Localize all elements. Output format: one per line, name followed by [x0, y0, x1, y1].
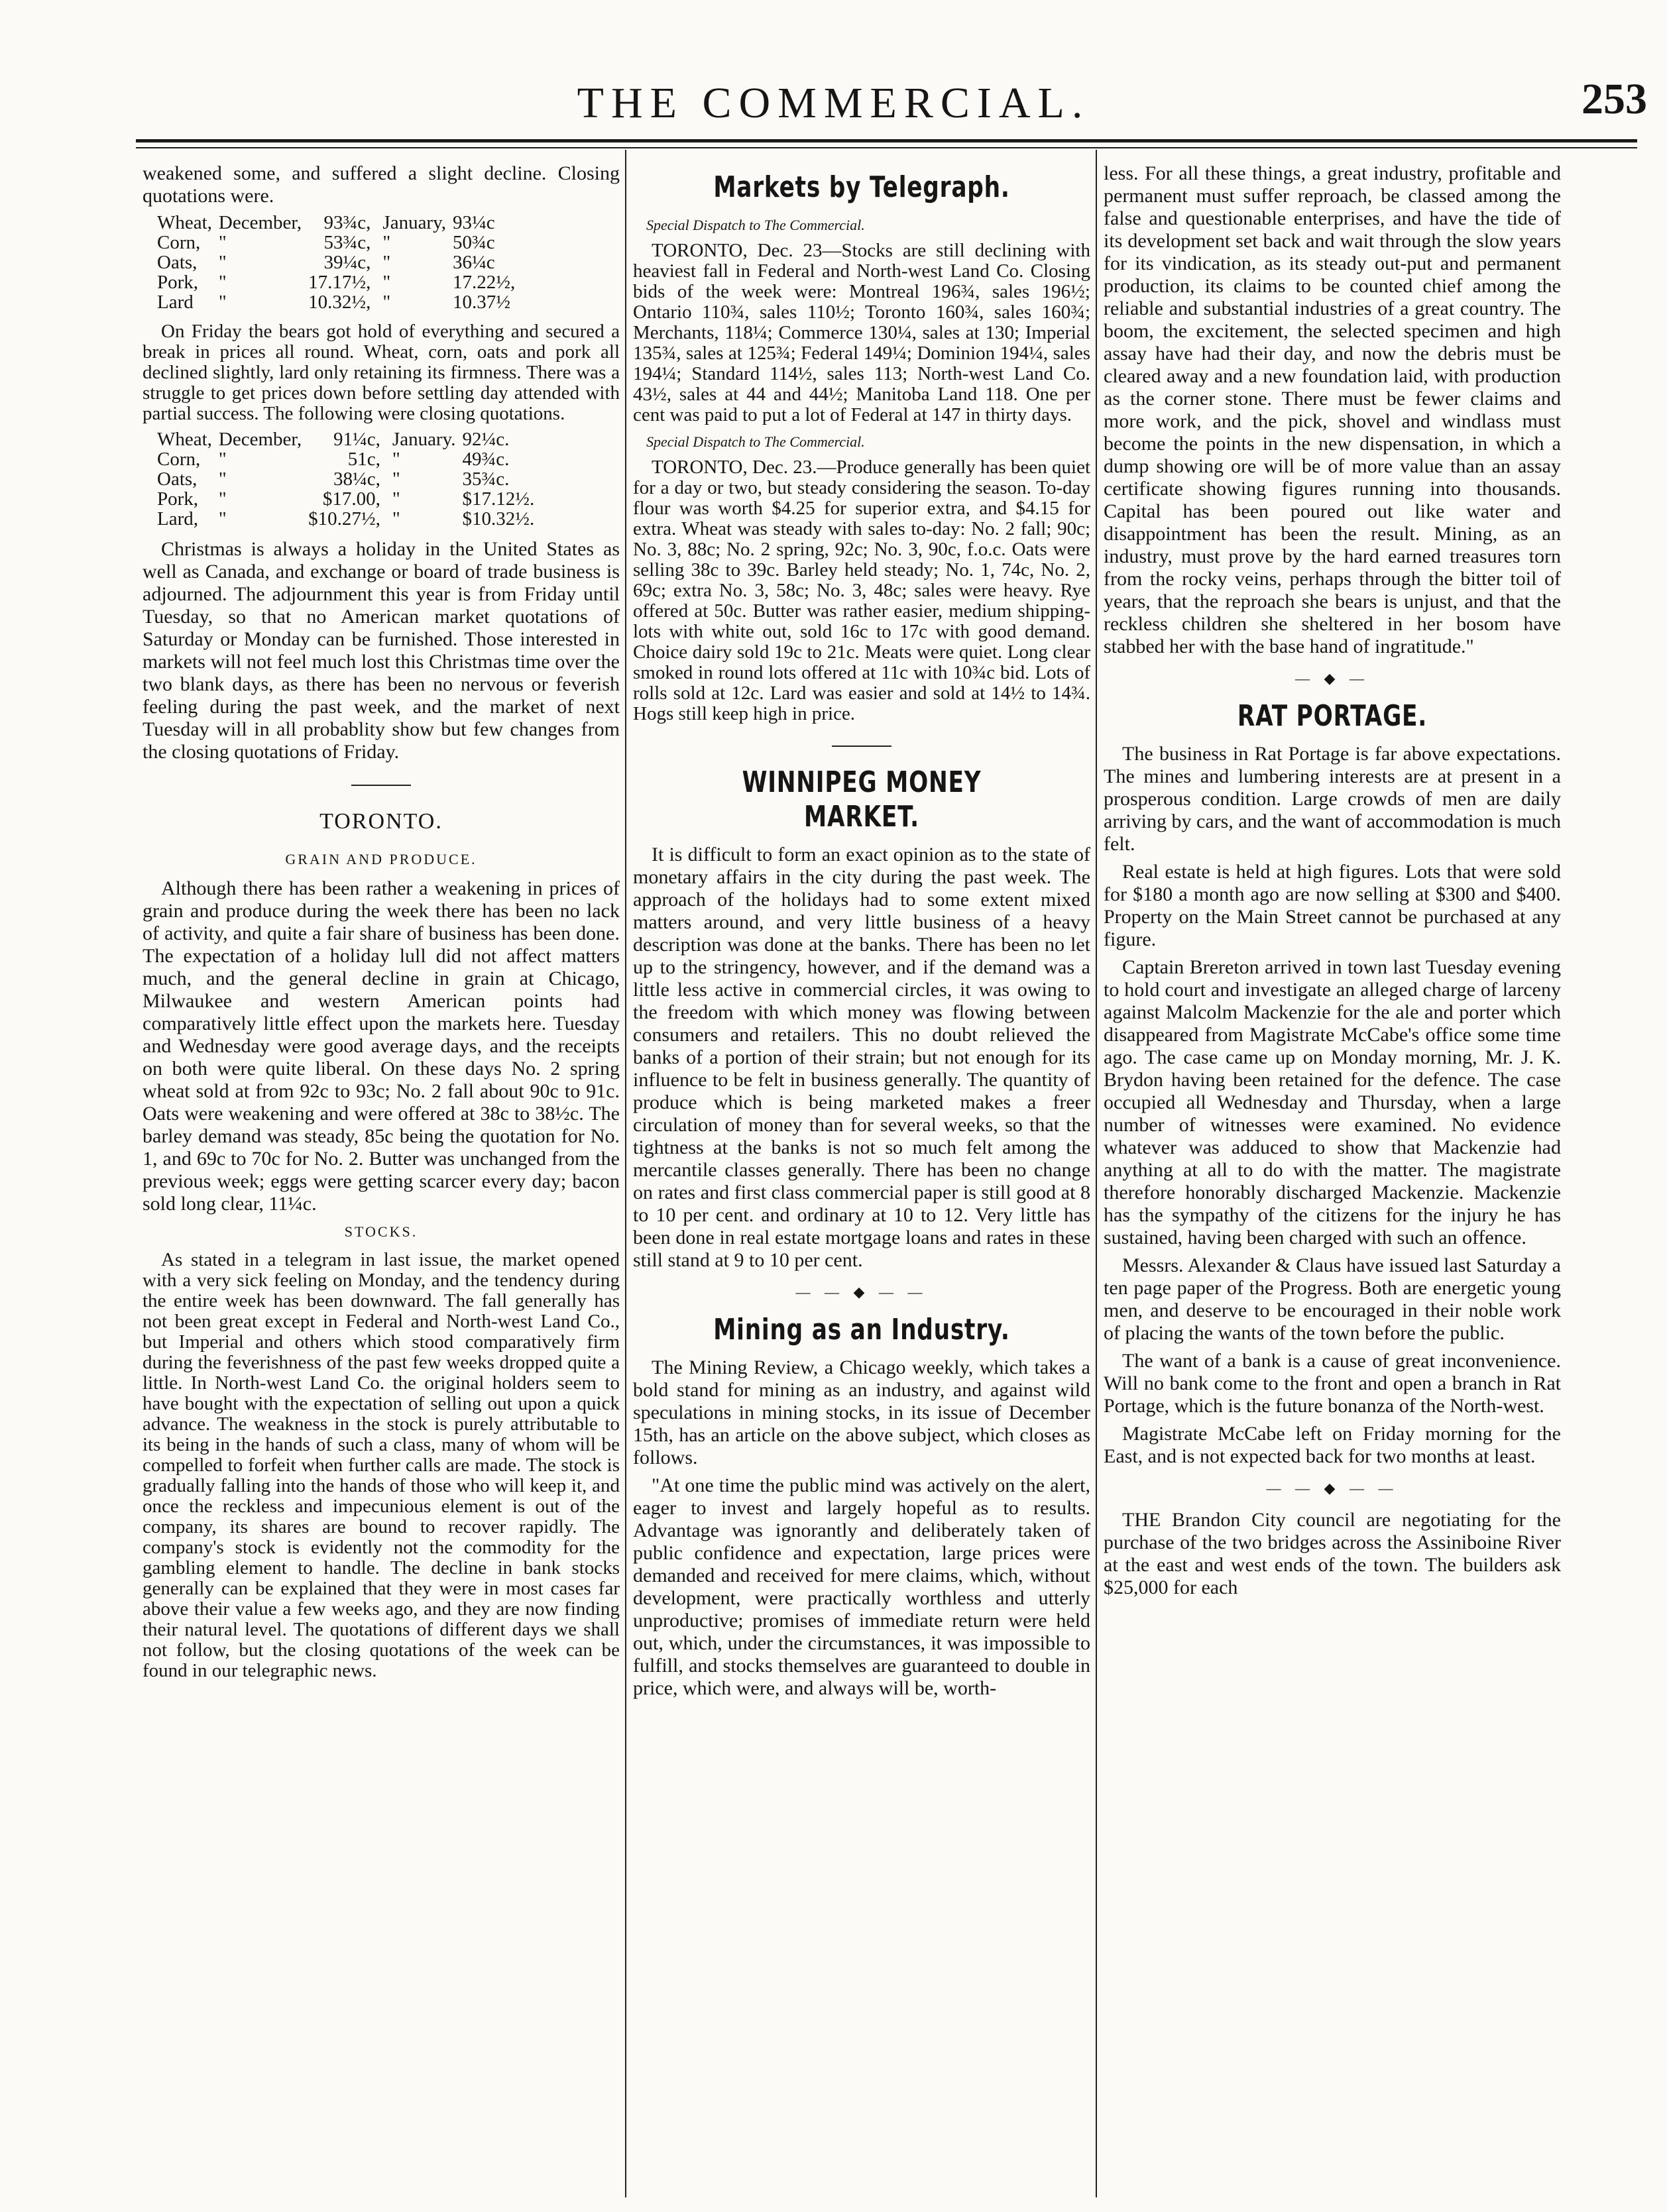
paragraph: less. For all these things, a great industry, profitable and permanent must suffer reproach, be classed among the false and questionable enterprises, and have the tide of its development set back and wait through the slow years for its vindication, as its steady out-put and permanent production, its claims to be counted chief among the reliable and substantial industries of a great country. The boom, the excitement, the selected specimen and high assay have had their day, and now the debris must be cleared away and a new foundation laid, with production as the corner stone. There must be fewer claims and more work, and the pick, shovel and windlass must become the points in the new dispensation, in which a dump showing ore will be of more value than an assay certificate showing figures running into thousands. Capital has been poured out like water and disappointment has been the result. Mining, as an industry, must prove by the hard earned treasures torn from the rocky veins, perhaps through the bitter toil of years, that the reproach she bears is unjust, and that the reckless children she sheltered in her bosom have stabbed her with the base hand of ingratitude." [1104, 162, 1561, 657]
quotations-table [157, 213, 522, 312]
quotations-table [157, 429, 541, 529]
column-left [143, 162, 620, 2203]
table-row [157, 233, 522, 252]
paragraph: Christmas is always a holiday in the United States as well as Canada, and exchange or board of trade business is adjourned. The adjournment this year is from Friday until Tuesday, so that no American market quotations of Saturday or Monday can be furnished. Those interested in markets will not feel much lost this Christmas time over the two blank days, as there has been no nervous or feverish feeling during the past week, and the market of next Tuesday will in all probablity show but few changes from the closing quotations of Friday. [143, 538, 620, 763]
table-cell: December, [218, 212, 302, 233]
section-heading-mining: Mining as an Industry. [713, 1313, 1010, 1347]
paragraph: "At one time the public mind was actively on the alert, eager to invest and largely hopeful as to results. Advantage was ignorantly and deliberately taken of public confidence and expectation, large prices were demanded and received for mere claims, which, without development, were practically worthless and utterly unproductive; promises of immediate return were held out, which, under the circumstances, it was impossible to fulfill, and stocks themselves are guaranteed to double in price, which were, and always will be, worth- [633, 1474, 1090, 1699]
table-cell: $17.12½. [462, 488, 535, 510]
subheading-grain: GRAIN AND PRODUCE. [285, 851, 477, 867]
table-cell: " [218, 449, 227, 470]
table-cell: " [218, 292, 227, 313]
column-middle [633, 162, 1090, 2203]
table-cell: $10.27½, [308, 508, 380, 529]
table-cell: " [392, 508, 400, 529]
newspaper-title: THE COMMERCIAL. [577, 79, 1090, 127]
section-separator: — — ◆ — — [795, 1284, 928, 1300]
table-cell: 10.32½, [308, 292, 371, 313]
section-heading-telegraph: Markets by Telegraph. [713, 170, 1010, 204]
table-cell: 17.17½, [308, 272, 371, 293]
table-cell: " [218, 252, 227, 273]
paragraph: The business in Rat Portage is far above expectations. The mines and lumbering interests are at present in a prosperous condition. Large crowds of men are daily arriving by cars, and the want of accommodation is much felt. [1104, 743, 1561, 855]
table-cell: Oats, [157, 469, 198, 490]
table-row [157, 272, 522, 292]
table-cell: 35¾c. [462, 469, 510, 490]
table-cell: Pork, [157, 488, 199, 510]
table-row [157, 469, 541, 489]
table-cell: " [218, 488, 227, 510]
subheading-stocks: STOCKS. [344, 1223, 418, 1240]
table-cell: " [218, 469, 227, 490]
section-heading-rat-portage: RAT PORTAGE. [1237, 699, 1428, 733]
paragraph: TORONTO, Dec. 23.—Produce generally has been quiet for a day or two, but steady considering the season. To-day flour was worth $4.25 for superior extra, and $4.15 for extra. Wheat was steady with sales to-day: No. 2 fall; 90c; No. 3, 88c; No. 2 spring, 92c; No. 3, 90c, f.o.c. Oats were selling 38c to 39c. Barley held steady; No. 1, 74c, No. 2, 69c; extra No. 3, 58c; No. 3, 48c; sales were heavy. Rye offered at 50c. Butter was rather easier, medium shipping-lots with white out, sold 16c to 17c with good demand. Choice dairy sold 19c to 21c. Meats were quiet. Long clear smoked in round lots offered at 11c with 10¾c bid. Lots of rolls sold at 12c. Lard was easier and sold at 14½ to 14¾. Hogs still keep high in price. [633, 457, 1090, 724]
table-cell: " [382, 252, 391, 273]
paragraph: Magistrate McCabe left on Friday morning for the East, and is not expected back for two months at least. [1104, 1423, 1561, 1467]
table-cell: " [218, 508, 227, 529]
table-cell: " [382, 232, 391, 253]
table-cell: " [218, 232, 227, 253]
paragraph: weakened some, and suffered a slight decline. Closing quotations were. [143, 162, 620, 207]
column-divider [1096, 150, 1097, 2197]
table-cell: $10.32½. [462, 508, 535, 529]
dispatch-line: Special Dispatch to The Commercial. [646, 217, 865, 233]
table-cell: Corn, [157, 449, 201, 470]
table-cell: 49¾c. [462, 449, 510, 470]
section-separator: — — ◆ — — [1266, 1480, 1399, 1496]
table-cell: 38¼c, [333, 469, 380, 490]
table-cell: Lard, [157, 508, 198, 529]
table-cell: January. [392, 429, 456, 450]
table-cell: January, [382, 212, 446, 233]
table-row [157, 213, 522, 233]
table-cell: " [382, 272, 391, 293]
section-separator [143, 773, 620, 795]
table-cell: Corn, [157, 232, 201, 253]
paragraph: On Friday the bears got hold of everything and secured a break in prices all round. Wheat, corn, oats and pork all declined slightly, lard only retaining its firmness. There was a struggle to get prices down before settling day attended with partial success. The following were closing quotations. [143, 321, 620, 424]
table-row [157, 292, 522, 312]
paragraph: Messrs. Alexander & Claus have issued last Saturday a ten page paper of the Progress. Both are energetic young men, and deserve to be encouraged in their noble work of placing the wants of the town before the public. [1104, 1254, 1561, 1344]
paragraph: THE Brandon City council are negotiating for the purchase of the two bridges across the Assiniboine River at the east and west ends of the town. The builders ask $25,000 for each [1104, 1509, 1561, 1598]
table-cell: Pork, [157, 272, 199, 293]
column-divider [625, 150, 626, 2197]
table-cell: 36¼c [452, 252, 495, 273]
table-cell: Oats, [157, 252, 198, 273]
paragraph: As stated in a telegram in last issue, the market opened with a very sick feeling on Monday, and the tendency during the entire week has been downward. The fall generally has not been great except in Federal and North-west Land Co., but Imperial and others which stood comparatively firm during the feverishness of the past few weeks dropped quite a little. In North-west Land Co. the original holders seem to have bought with the expectation of selling out upon a quick advance. The weakness in the stock is purely attributable to its being in the hands of such a class, many of whom will be compelled to forfeit when further calls are made. The stock is gradually falling into the hands of those who will keep it, and once the reckless and impecunious element is out of the company, its shares are bound to recover rapidly. The company's stock is evidently not the commodity for the gambling element to handle. The decline in bank stocks generally can be explained that they were in most cases far above their value a few weeks ago, and they are now finding their natural level. The quotations of different days we shall not follow, but the closing quotations of the week can be found in our telegraphic news. [143, 1249, 620, 1681]
table-cell: " [392, 449, 400, 470]
page-number: 253 [1581, 75, 1647, 123]
table-cell: December, [218, 429, 302, 450]
section-separator [633, 734, 1090, 756]
table-cell: " [392, 488, 400, 510]
dispatch-line: Special Dispatch to The Commercial. [646, 433, 865, 450]
table-cell: Wheat, [157, 429, 212, 450]
table-cell: 39¼c, [323, 252, 371, 273]
paragraph: Real estate is held at high figures. Lots that were sold for $180 a month ago are now selling at $300 and $400. Property on the Main Street cannot be purchased at any figure. [1104, 861, 1561, 950]
table-row [157, 429, 541, 449]
paragraph: It is difficult to form an exact opinion as to the state of monetary affairs in the city during the past week. The approach of the holidays had to some extent mixed matters around, and very little business of a heavy description was done at the banks. There has been no let up to the stringency, however, and if the demand was a little less active in commercial circles, it was owing to the freedom with which money was flowing between consumers and retailers. This no doubt relieved the banks of a portion of their strain; but not enough for its influence to be felt in business generally. The quantity of produce which is being marketed makes a freer circulation of money than for several weeks, so that the tightness at the banks is not so much felt among the mercantile classes generally. There has been no change on rates and first class commercial paper is still good at 8 to 10 per cent. and ordinary at 10 to 12. Very little has been done in real estate mortgage loans and rates in these still stand at 9 to 10 per cent. [633, 844, 1090, 1271]
paragraph: Although there has been rather a weakening in prices of grain and produce during the week there has been no lack of activity, and quite a fair share of business has been done. The expectation of a holiday lull did not affect matters much, and the general decline in grain at Chicago, Milwaukee and western American points had comparatively little effect upon the markets here. Tuesday and Wednesday were good average days, and the receipts on both were quite liberal. On these days No. 2 spring wheat sold at from 92c to 93c; No. 2 fall about 90c to 91c. Oats were weakening and were offered at 38c to 38½c. The barley demand was steady, 85c being the quotation for No. 1, and 69c to 70c for No. 2. Butter was unchanged from the previous week; eggs were getting scarcer every day; bacon sold long clear, 11¼c. [143, 877, 620, 1215]
masthead [0, 0, 1667, 133]
table-cell: " [382, 292, 391, 313]
table-row [157, 252, 522, 272]
table-cell: 50¾c [452, 232, 495, 253]
table-cell: 93¼c [452, 212, 495, 233]
table-cell: 17.22½, [452, 272, 516, 293]
paragraph: The Mining Review, a Chicago weekly, which takes a bold stand for mining as an industry, and against wild speculations in mining stocks, in its issue of December 15th, has an article on the above subject, which closes as follows. [633, 1356, 1090, 1468]
table-row [157, 449, 541, 469]
paragraph: Captain Brereton arrived in town last Tuesday evening to hold court and investigate an alleged charge of larceny against Malcolm Mackenzie for the ale and porter which disappeared from Magistrate McCabe's office some time ago. The case came up on Monday morning, Mr. J. K. Brydon having been retained for the defence. The case occupied all Wednesday and Thursday, when a large number of witnesses were examined. No evidence whatever was adduced to show that Mackenzie had anything at all to do with the matter. The magistrate therefore honorably discharged Mackenzie. Mackenzie has the sympathy of the citizens for the injury he has sustained, having been charged with such an offence. [1104, 956, 1561, 1248]
table-cell: 91¼c, [333, 429, 380, 450]
table-cell: 93¾c, [323, 212, 371, 233]
table-cell: 53¾c, [323, 232, 371, 253]
masthead-rule-thick [136, 139, 1637, 142]
section-separator: — ◆ — [1295, 670, 1369, 687]
masthead-rule-thin [136, 147, 1637, 148]
table-cell: Lard [157, 292, 194, 313]
table-cell: 51c, [347, 449, 380, 470]
paragraph: The want of a bank is a cause of great inconvenience. Will no bank come to the front and open a branch in Rat Portage, which is the future bonanza of the North-west. [1104, 1350, 1561, 1417]
table-row [157, 509, 541, 529]
column-right [1104, 162, 1561, 2203]
table-cell: " [392, 469, 400, 490]
paragraph: TORONTO, Dec. 23—Stocks are still declining with heaviest fall in Federal and North-west Land Co. Closing bids of the week were: Montreal 196¾, sales 196½; Ontario 110¾, sales 110½; Toronto 160¾, sales 160¾; Merchants, 118¼; Commerce 130¼, sales at 130; Imperial 135¾, sales at 125¾; Federal 149¼; Dominion 194¼, sales 194¼; Standard 114½, sales 113; North-west Land Co. 43½, sales at 44 and 44½; Manitoba Land 118. One per cent was paid to put a lot of Federal at 147 in thirty days. [633, 240, 1090, 425]
section-heading-toronto: TORONTO. [319, 809, 443, 834]
table-cell: $17.00, [322, 488, 380, 510]
table-cell: 10.37½ [452, 292, 510, 313]
section-heading-money-market: WINNIPEG MONEY MARKET. [742, 765, 982, 834]
table-cell: Wheat, [157, 212, 212, 233]
table-row [157, 489, 541, 509]
table-cell: " [218, 272, 227, 293]
table-cell: 92¼c. [462, 429, 510, 450]
